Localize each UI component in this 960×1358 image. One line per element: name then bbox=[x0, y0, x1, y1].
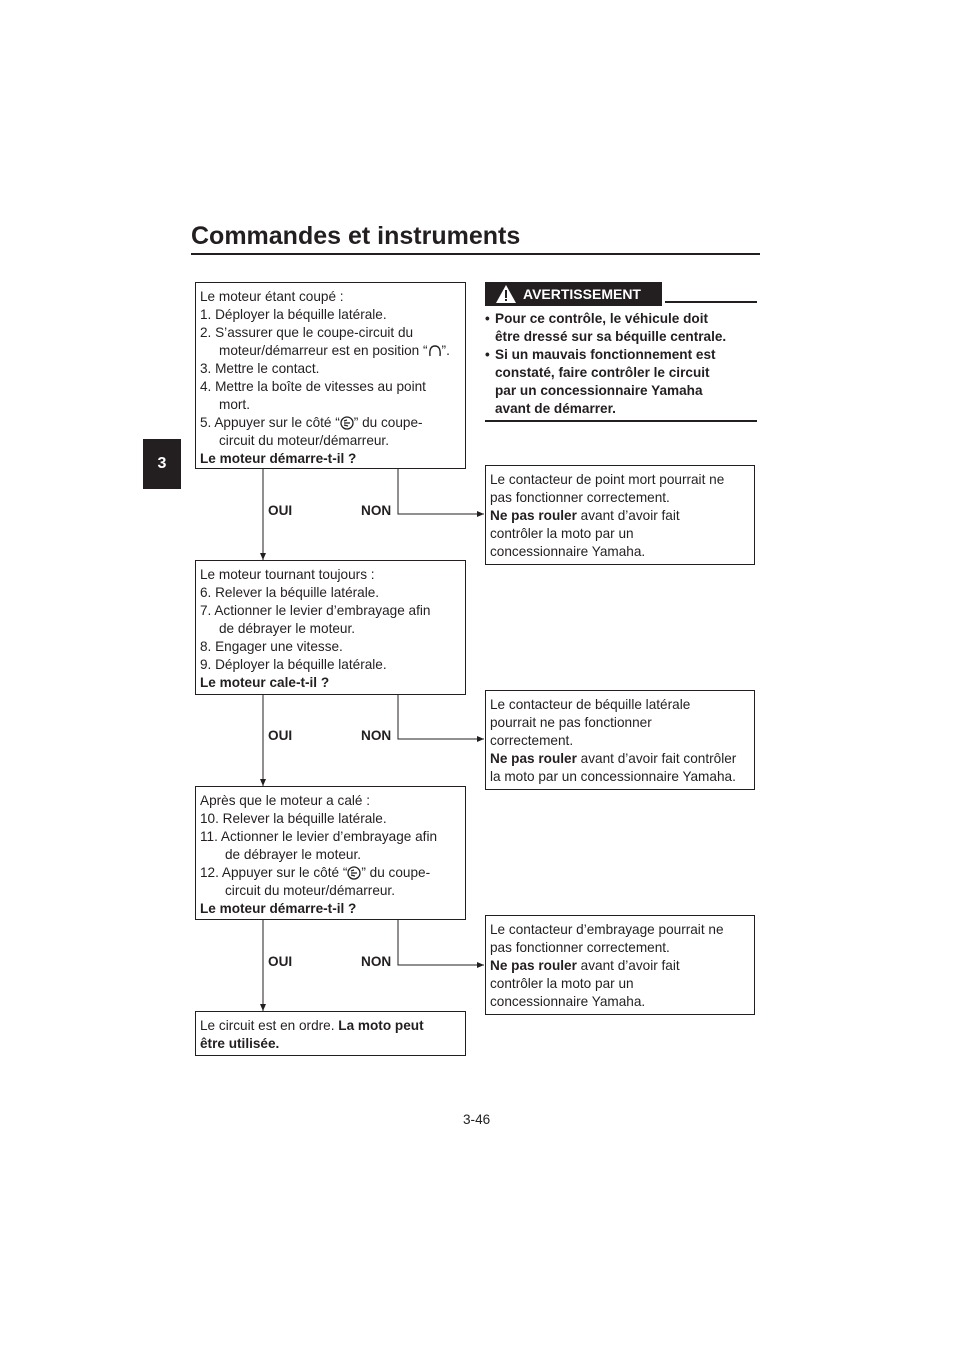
side1-bold: Ne pas rouler bbox=[490, 508, 577, 523]
box3-step-12a bbox=[200, 864, 461, 882]
warning-item-2-line-2: constaté, faire contrôler le circuit bbox=[495, 365, 710, 380]
box1-intro: Le moteur étant coupé : bbox=[200, 289, 344, 304]
side2-line-5: la moto par un concessionnaire Yamaha. bbox=[490, 769, 736, 784]
side3-line-3 bbox=[490, 957, 750, 975]
warning-item-2 bbox=[485, 346, 757, 418]
step-box-1 bbox=[195, 282, 466, 469]
no-arrow-2 bbox=[398, 694, 484, 739]
box1-step-5a-end: ” du coupe- bbox=[353, 415, 423, 430]
box2-step-8: 8. Engager une vitesse. bbox=[200, 639, 343, 654]
side3-bold: Ne pas rouler bbox=[490, 958, 577, 973]
result-box bbox=[195, 1011, 466, 1056]
box1-step-1: 1. Déployer la béquille latérale. bbox=[200, 307, 387, 322]
side1-line-3 bbox=[490, 507, 750, 525]
chapter-tab: 3 bbox=[143, 439, 181, 489]
box3-step-10: 10. Relever la béquille latérale. bbox=[200, 811, 387, 826]
box3-step-11b: de débrayer le moteur. bbox=[225, 847, 362, 862]
box1-step-5a bbox=[200, 414, 461, 432]
box1-step-2a: 2. S’assurer que le coupe-circuit du bbox=[200, 325, 414, 340]
box1-step-4b: mort. bbox=[219, 397, 250, 412]
warning-item-1-line-1: Pour ce contrôle, le véhicule doit bbox=[495, 311, 709, 326]
box1-step-2b-end: ”. bbox=[441, 343, 450, 358]
side2-line-4 bbox=[490, 750, 750, 768]
warning-item-2-text bbox=[495, 346, 716, 418]
no-label-2: NON bbox=[361, 728, 392, 743]
no-arrow-3 bbox=[398, 919, 484, 965]
side3-line-4: contrôler la moto par un bbox=[490, 976, 634, 991]
warning-item-1-line-2: être dressé sur sa béquille centrale. bbox=[495, 329, 727, 344]
warning-item-1-text bbox=[495, 310, 726, 346]
side1-line-5: concessionnaire Yamaha. bbox=[490, 544, 646, 559]
result-bold-a: La moto peut bbox=[338, 1018, 424, 1033]
no-label-3: NON bbox=[361, 954, 392, 969]
result-line-2: être utilisée. bbox=[200, 1036, 280, 1051]
warning-triangle-icon bbox=[495, 284, 517, 304]
no-arrow-1 bbox=[398, 468, 484, 514]
start-switch-icon bbox=[340, 416, 354, 430]
side1-line-2: pas fonctionner correctement. bbox=[490, 490, 670, 505]
box1-question: Le moteur démarre-t-il ? bbox=[200, 451, 357, 466]
warning-rule-top bbox=[665, 301, 757, 303]
side-box-2 bbox=[485, 690, 755, 790]
side2-line-4-text: avant d’avoir fait contrôler bbox=[580, 751, 737, 766]
run-switch-icon bbox=[428, 344, 442, 358]
box1-step-5b: circuit du moteur/démarreur. bbox=[219, 433, 389, 448]
warning-item-2-line-3: par un concessionnaire Yamaha bbox=[495, 383, 703, 398]
box3-intro: Après que le moteur a calé : bbox=[200, 793, 371, 808]
warning-text bbox=[485, 310, 757, 418]
step-box-2 bbox=[195, 560, 466, 695]
side3-line-3-text: avant d’avoir fait bbox=[580, 958, 680, 973]
box3-question: Le moteur démarre-t-il ? bbox=[200, 901, 357, 916]
box1-step-5a-text: 5. Appuyer sur le côté “ bbox=[200, 415, 340, 430]
side2-bold: Ne pas rouler bbox=[490, 751, 577, 766]
yes-label-3: OUI bbox=[268, 954, 293, 969]
step-box-3 bbox=[195, 786, 466, 920]
side-box-1 bbox=[485, 465, 755, 565]
warning-item-2-line-4: avant de démarrer. bbox=[495, 401, 616, 416]
start-switch-icon bbox=[347, 866, 361, 880]
yes-label-1: OUI bbox=[268, 503, 293, 518]
box1-step-2b bbox=[200, 342, 461, 360]
box3-step-12b: circuit du moteur/démarreur. bbox=[225, 883, 395, 898]
warning-item-1 bbox=[485, 310, 757, 346]
side-box-3 bbox=[485, 915, 755, 1015]
bullet-dot: • bbox=[485, 347, 490, 362]
box2-step-7b: de débrayer le moteur. bbox=[219, 621, 356, 636]
box1-step-3: 3. Mettre le contact. bbox=[200, 361, 320, 376]
side2-line-3: correctement. bbox=[490, 733, 574, 748]
side3-line-2: pas fonctionner correctement. bbox=[490, 940, 670, 955]
side1-line-1: Le contacteur de point mort pourrait ne bbox=[490, 472, 725, 487]
box2-step-6: 6. Relever la béquille latérale. bbox=[200, 585, 380, 600]
side1-line-4: contrôler la moto par un bbox=[490, 526, 634, 541]
warning-label: AVERTISSEMENT bbox=[523, 286, 641, 302]
box2-step-9: 9. Déployer la béquille latérale. bbox=[200, 657, 387, 672]
no-label-1: NON bbox=[361, 503, 392, 518]
box2-step-7a: 7. Actionner le levier d’embrayage afin bbox=[200, 603, 431, 618]
side2-line-1: Le contacteur de béquille latérale bbox=[490, 697, 691, 712]
page-number: 3-46 bbox=[463, 1112, 491, 1127]
warning-badge bbox=[485, 282, 662, 306]
yes-label-2: OUI bbox=[268, 728, 293, 743]
warning-rule-bottom bbox=[485, 420, 757, 422]
box2-question: Le moteur cale-t-il ? bbox=[200, 675, 330, 690]
box3-step-11a: 11. Actionner le levier d’embrayage afin bbox=[200, 829, 438, 844]
result-line-1 bbox=[200, 1017, 461, 1035]
box3-step-12a-end: ” du coupe- bbox=[361, 865, 431, 880]
box1-step-2b-text: moteur/démarreur est en position “ bbox=[219, 343, 428, 358]
bullet-dot: • bbox=[485, 311, 490, 326]
result-text: Le circuit est en ordre. bbox=[200, 1018, 335, 1033]
box3-step-12a-text: 12. Appuyer sur le côté “ bbox=[200, 865, 348, 880]
side1-line-3-text: avant d’avoir fait bbox=[580, 508, 680, 523]
side3-line-1: Le contacteur d’embrayage pourrait ne bbox=[490, 922, 724, 937]
box1-step-4a: 4. Mettre la boîte de vitesses au point bbox=[200, 379, 426, 394]
side2-line-2: pourrait ne pas fonctionner bbox=[490, 715, 652, 730]
page-title: Commandes et instruments bbox=[191, 222, 521, 250]
side3-line-5: concessionnaire Yamaha. bbox=[490, 994, 646, 1009]
warning-item-2-line-1: Si un mauvais fonctionnement est bbox=[495, 347, 716, 362]
box2-intro: Le moteur tournant toujours : bbox=[200, 567, 375, 582]
